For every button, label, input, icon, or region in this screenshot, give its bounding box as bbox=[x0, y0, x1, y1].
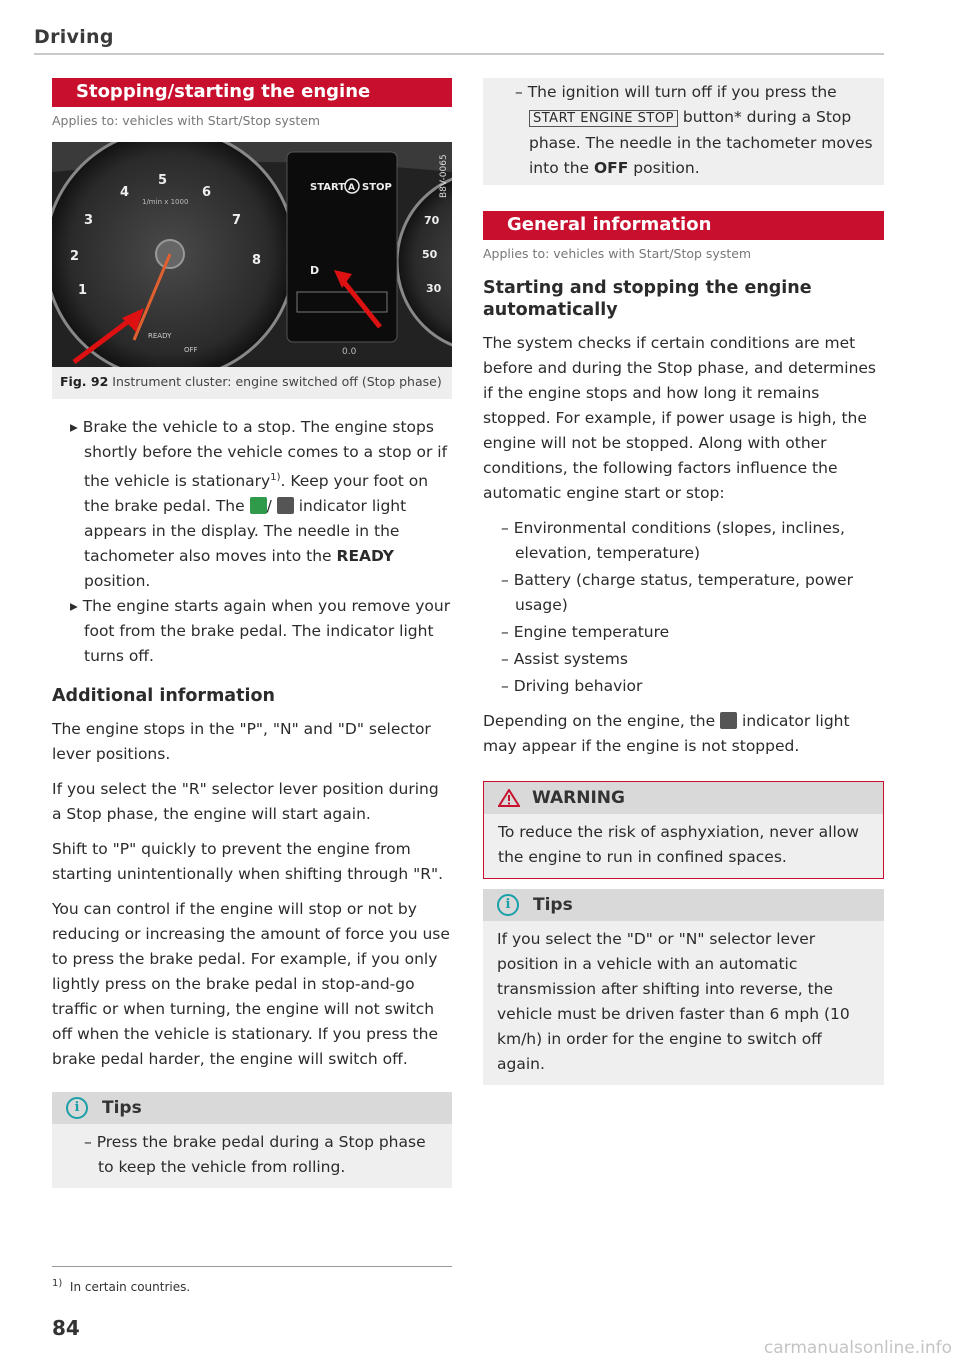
paragraph-brake-force: You can control if the engine will stop or not by reducing or increasing the amount of force you use to press the brake pedal. For example, if you only lightly press on the brake pedal in stop-and-go traffic or when turning, the engine will not switch off when the vehicle is stationary. If you press the brake pedal harder, the engine will switch off. bbox=[52, 900, 450, 1069]
running-header: Driving bbox=[34, 26, 114, 48]
speed-tick-50: 50 bbox=[422, 248, 438, 261]
auto-start-stop-heading: Starting and stopping the engine automatically bbox=[483, 278, 812, 320]
applies-note-right: Applies to: vehicles with Start/Stop system bbox=[483, 246, 752, 261]
tips-title-right: Tips bbox=[533, 895, 573, 915]
figure-caption-text: Instrument cluster: engine switched off (Stop phase) bbox=[112, 374, 442, 389]
additional-info-heading: Additional information bbox=[52, 686, 275, 707]
odometer-display: 0.0 bbox=[342, 347, 357, 357]
start-engine-stop-button-label: START ENGINE STOP bbox=[529, 110, 678, 127]
paragraph-system-checks: The system checks if certain conditions are met before and during the Stop phase, and determines if the engine stops and how long it remains stopped. For example, if power usage is high, the engine will not be stopped. Along with other conditions, the following factors influence the automatic engine start or stop: bbox=[483, 334, 877, 502]
tips-box-left bbox=[52, 1092, 452, 1188]
tips-box-right bbox=[483, 889, 884, 1085]
list-item: – Driving behavior bbox=[501, 677, 643, 695]
tach-tick-1: 1 bbox=[78, 283, 88, 298]
tips-header bbox=[52, 1092, 452, 1124]
tips-text-right: If you select the "D" or "N" selector lever position in a vehicle with an automatic transmission after shifting into reverse, the vehicle must be driven faster than 6 mph (10 km/h) in order for the engine to switch off again. bbox=[497, 930, 850, 1073]
warning-text: To reduce the risk of asphyxiation, never allow the engine to run in confined spaces. bbox=[498, 823, 859, 866]
tach-unit-label: 1/min x 1000 bbox=[142, 198, 189, 206]
footnote: $^{1)}$ In certain countries. bbox=[52, 1278, 191, 1294]
figure-number: Fig. 92 bbox=[60, 374, 109, 389]
applies-note: Applies to: vehicles with Start/Stop system bbox=[52, 113, 321, 128]
start-stop-off-indicator-icon bbox=[720, 712, 737, 729]
tips-header-right bbox=[483, 889, 884, 921]
tips-title: Tips bbox=[102, 1098, 142, 1119]
instruction-step-1: ▸ Brake the vehicle to a stop. The engine stops shortly before the vehicle comes to a stop or if the vehicle is stationary$^{1)}$. Keep your foot on the brake pedal. The / indicator light appears in the display. The needle in the tachometer also moves into the READY position. bbox=[70, 418, 448, 591]
display-start-label: START bbox=[310, 182, 346, 193]
paragraph-selector-positions: The engine stops in the "P", "N" and "D" selector lever positions. bbox=[52, 720, 431, 764]
ready-position-label: READY bbox=[148, 332, 172, 340]
warning-box bbox=[483, 781, 884, 879]
instrument-cluster-figure bbox=[52, 142, 452, 367]
list-item: – Assist systems bbox=[501, 650, 628, 668]
tach-tick-3: 3 bbox=[84, 213, 94, 228]
header-rule bbox=[34, 53, 884, 55]
tach-tick-6: 6 bbox=[202, 185, 212, 200]
footnote-rule bbox=[52, 1266, 452, 1267]
warning-header bbox=[484, 782, 883, 814]
left-column bbox=[34, 78, 452, 1188]
figure-code: B8V-0065 bbox=[439, 154, 449, 198]
info-icon: i bbox=[66, 1097, 88, 1119]
list-item: – Engine temperature bbox=[501, 623, 670, 641]
svg-text:A: A bbox=[348, 183, 355, 193]
warning-triangle-icon bbox=[498, 789, 520, 807]
display-stop-label: STOP bbox=[362, 182, 392, 193]
section-title-stopping: Stopping/starting the engine bbox=[52, 78, 452, 107]
paragraph-reverse: If you select the "R" selector lever position during a Stop phase, the engine will start again. bbox=[52, 780, 439, 824]
tach-tick-2: 2 bbox=[70, 249, 80, 264]
info-icon: i bbox=[497, 894, 519, 916]
section-title-general: General information bbox=[483, 211, 884, 240]
tach-tick-5: 5 bbox=[158, 173, 168, 188]
paragraph-shift-to-p: Shift to "P" quickly to prevent the engine from starting unintentionally when shifting through "R". bbox=[52, 840, 444, 884]
list-item: – Environmental conditions (slopes, inclines, elevation, temperature) bbox=[501, 519, 845, 562]
off-position-label: OFF bbox=[184, 346, 198, 354]
right-column bbox=[483, 78, 884, 1085]
tach-tick-4: 4 bbox=[120, 185, 130, 200]
start-stop-green-indicator-icon bbox=[250, 497, 267, 514]
footnote-ref: 1) bbox=[270, 472, 281, 483]
warning-title: WARNING bbox=[532, 788, 625, 808]
list-item: – Battery (charge status, temperature, power usage) bbox=[501, 571, 853, 614]
figure-caption bbox=[52, 367, 452, 399]
tach-tick-8: 8 bbox=[252, 253, 262, 268]
tips-item: – Press the brake pedal during a Stop phase to keep the vehicle from rolling. bbox=[84, 1133, 426, 1177]
start-stop-indicator-icon bbox=[277, 497, 294, 514]
factor-list bbox=[483, 516, 884, 699]
watermark: carmanualsonline.info bbox=[763, 1338, 952, 1358]
speed-tick-70: 70 bbox=[424, 214, 440, 227]
ignition-note-box bbox=[483, 78, 884, 185]
page-number: 84 bbox=[52, 1316, 80, 1340]
speed-tick-30: 30 bbox=[426, 282, 442, 295]
gear-display: D bbox=[310, 264, 320, 277]
paragraph-indicator: Depending on the engine, the indicator light may appear if the engine is not stopped. bbox=[483, 712, 850, 755]
ignition-note: – The ignition will turn off if you press the START ENGINE STOP button* during a Stop phase. The needle in the tachometer moves into the OFF position. bbox=[515, 83, 873, 177]
instrument-cluster-illustration bbox=[52, 142, 452, 367]
instruction-step-2: ▸ The engine starts again when you remove your foot from the brake pedal. The indicator light turns off. bbox=[70, 597, 451, 666]
tach-tick-7: 7 bbox=[232, 213, 242, 228]
